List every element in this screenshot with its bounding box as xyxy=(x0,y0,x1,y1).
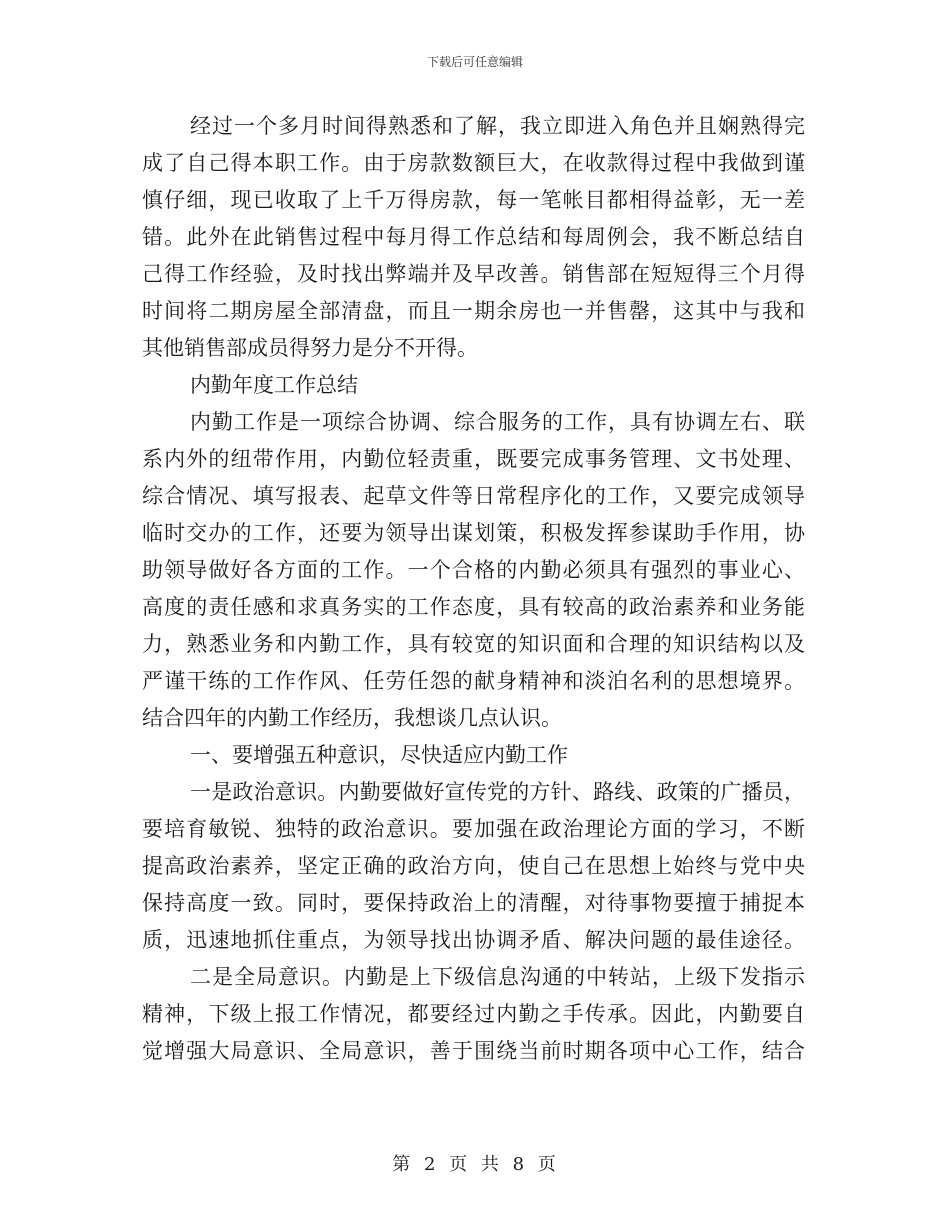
text-line: 综合情况、填写报表、起草文件等日常程序化的工作，又要完成领导 xyxy=(142,484,805,508)
header-note: 下载后可任意编辑 xyxy=(426,55,523,69)
text-line: 精神，下级上报工作情况，都要经过内勤之手传承。因此，内勤要自 xyxy=(142,1002,805,1026)
text-line: 临时交办的工作，还要为领导出谋划策，积极发挥参谋助手作用，协 xyxy=(142,521,805,545)
text-line: 成了自己得本职工作。由于房款数额巨大，在收款得过程中我做到谨 xyxy=(142,151,805,175)
page-number: 第 2 页 共 8 页 xyxy=(392,1154,558,1175)
text-line: 错。此外在此销售过程中每月得工作总结和每周例会，我不断总结自 xyxy=(142,225,805,249)
text-line: 经过一个多月时间得熟悉和了解，我立即进入角色并且娴熟得完 xyxy=(190,114,805,138)
text-line: 要培育敏锐、独特的政治意识。要加强在政治理论方面的学习，不断 xyxy=(142,817,805,841)
text-line: 质，迅速地抓住重点，为领导找出协调矛盾、解决问题的最佳途径。 xyxy=(142,928,805,952)
text-line: 内勤工作是一项综合协调、综合服务的工作，具有协调左右、联 xyxy=(190,410,805,434)
section-heading xyxy=(142,737,805,774)
text-line: 觉增强大局意识、全局意识，善于围绕当前时期各项中心工作，结合 xyxy=(142,1039,805,1063)
heading-title: 一、要增强五种意识，尽快适应内勤工作 xyxy=(190,743,568,767)
text-line: 结合四年的内勤工作经历，我想谈几点认识。 xyxy=(142,706,562,730)
paragraph xyxy=(142,108,805,367)
paragraph xyxy=(142,774,805,959)
text-line: 己得工作经验，及时找出弊端并及早改善。销售部在短短得三个月得 xyxy=(142,262,805,286)
paragraph xyxy=(142,404,805,737)
document-body xyxy=(142,108,805,1070)
text-line: 一是政治意识。内勤要做好宣传党的方针、路线、政策的广播员， xyxy=(190,780,805,804)
text-line: 系内外的纽带作用，内勤位轻责重，既要完成事务管理、文书处理、 xyxy=(142,447,805,471)
text-line: 提高政治素养，坚定正确的政治方向，使自己在思想上始终与党中央 xyxy=(142,854,805,878)
text-line: 力，熟悉业务和内勤工作，具有较宽的知识面和合理的知识结构以及 xyxy=(142,632,805,656)
text-line: 保持高度一致。同时，要保持政治上的清醒，对待事物要擅于捕捉本 xyxy=(142,891,805,915)
text-line: 慎仔细，现已收取了上千万得房款，每一笔帐目都相得益彰，无一差 xyxy=(142,188,805,212)
text-line: 高度的责任感和求真务实的工作态度，具有较高的政治素养和业务能 xyxy=(142,595,805,619)
text-line: 严谨干练的工作作风、任劳任怨的献身精神和淡泊名利的思想境界。 xyxy=(142,669,805,693)
paragraph xyxy=(142,959,805,1070)
text-line: 二是全局意识。内勤是上下级信息沟通的中转站，上级下发指示 xyxy=(190,965,805,989)
text-line: 其他销售部成员得努力是分不开得。 xyxy=(142,336,478,360)
text-line: 助领导做好各方面的工作。一个合格的内勤必须具有强烈的事业心、 xyxy=(142,558,805,582)
section-heading xyxy=(142,367,805,404)
heading-title: 内勤年度工作总结 xyxy=(190,373,358,397)
text-line: 时间将二期房屋全部清盘，而且一期余房也一并售罄，这其中与我和 xyxy=(142,299,805,323)
